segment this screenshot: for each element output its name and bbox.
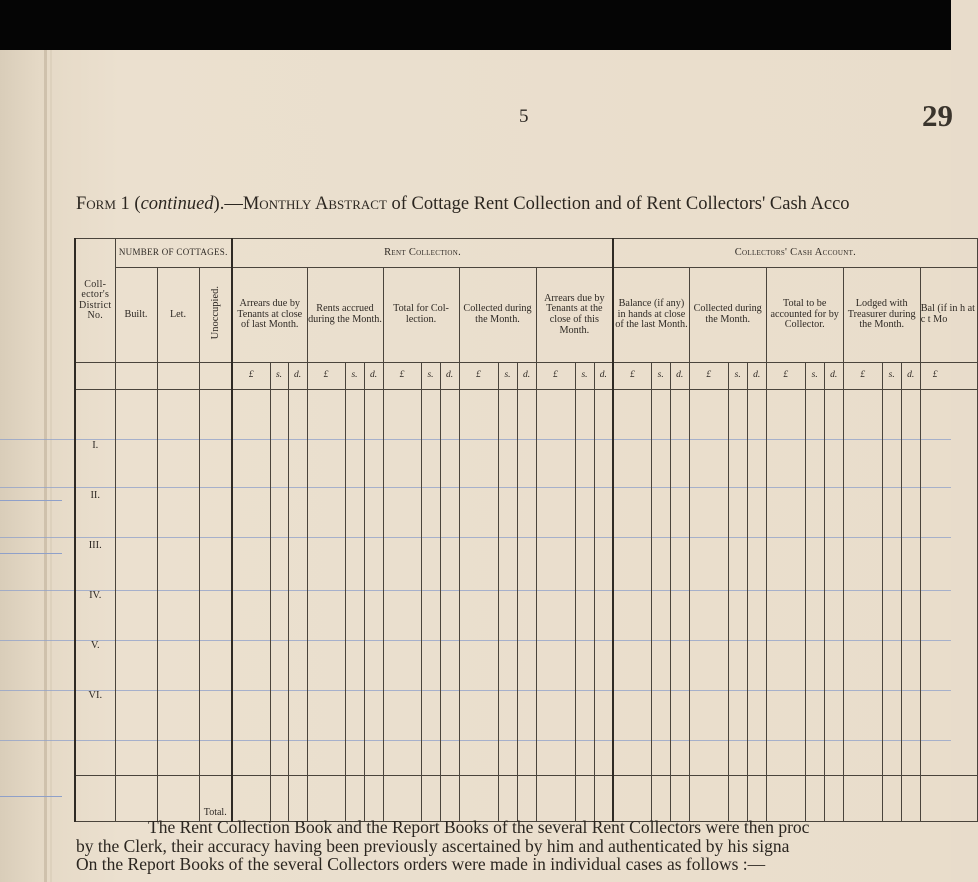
binding-spine [44, 50, 47, 882]
district-header: Coll- ector's District No. [75, 239, 115, 363]
rent-col-arrears-this: Arrears due by Tenants at the close of this Month. [536, 268, 613, 363]
pound-label: £ [383, 363, 421, 390]
pence-label: d. [288, 363, 307, 390]
pence-label: d. [670, 363, 689, 390]
cash-col-collected: Collected during the Month. [689, 268, 766, 363]
cash-col-total: Total to be accounted for by Collector. [766, 268, 843, 363]
district-iii: III. [88, 540, 102, 551]
pence-label: d. [517, 363, 536, 390]
form-title-italic: continued [140, 194, 214, 214]
district-vi: VI. [88, 690, 103, 701]
form-title [76, 194, 850, 215]
rent-col-accrued: Rents accrued during the Month. [307, 268, 383, 363]
form-title-abstract: Monthly Abstract [242, 194, 387, 214]
shilling-label: s. [805, 363, 824, 390]
district-v: V. [90, 640, 100, 651]
district-i: I. [92, 440, 99, 451]
built-header: Built. [115, 268, 157, 363]
district-rows [75, 390, 977, 776]
total-label: Total. [199, 776, 232, 822]
pence-label: d. [901, 363, 920, 390]
minutes-paragraph [76, 818, 976, 874]
form-title-dash: ).— [213, 194, 243, 214]
district-iv: IV. [89, 590, 102, 601]
unoccupied-label: Unoccupied. [209, 286, 221, 340]
currency-row [75, 363, 977, 390]
form-title-lead: Form 1 ( [76, 194, 141, 214]
cash-col-lodged: Lodged with Treasurer during the Month. [843, 268, 920, 363]
shilling-label: s. [575, 363, 594, 390]
top-dark-band [0, 0, 951, 50]
shilling-label: s. [882, 363, 901, 390]
pound-label: £ [459, 363, 498, 390]
pence-label: d. [747, 363, 766, 390]
cash-account-header: Collectors' Cash Account. [613, 239, 977, 268]
paragraph-line-1: The Rent Collection Book and the Report Books of the several Rent Collectors were then proc [148, 817, 810, 837]
pence-label: d. [364, 363, 383, 390]
page-number-right: 29 [922, 98, 953, 133]
cash-col-balance-close: Bal (if in h at c t Mo [920, 268, 977, 363]
binding-spine-shadow [50, 50, 52, 882]
form-title-tail: of Cottage Rent Collection and of Rent Collectors' Cash Acco [386, 194, 850, 214]
ruled-line [0, 796, 62, 797]
rent-col-collected: Collected during the Month. [459, 268, 536, 363]
district-list [75, 390, 115, 776]
abstract-table [74, 238, 978, 822]
rent-col-total: Total for Col- lection. [383, 268, 459, 363]
let-header: Let. [157, 268, 199, 363]
pound-label: £ [689, 363, 728, 390]
district-ii: II. [90, 490, 101, 501]
pound-label: £ [613, 363, 651, 390]
pence-label: d. [440, 363, 459, 390]
rent-collection-header: Rent Collection. [232, 239, 613, 268]
ruled-line [0, 500, 62, 501]
pound-label: £ [536, 363, 575, 390]
shilling-label: s. [270, 363, 288, 390]
shilling-label: s. [421, 363, 440, 390]
cottages-group-header: NUMBER OF COTTAGES. [115, 239, 232, 268]
shilling-label: s. [345, 363, 364, 390]
pound-label: £ [766, 363, 805, 390]
rent-col-arrears-last: Arrears due by Tenants at close of last Month. [232, 268, 307, 363]
pound-label: £ [307, 363, 345, 390]
paragraph-line-3: On the Report Books of the several Collectors orders were made in individual cases as follows :— [76, 854, 766, 874]
pound-label: £ [232, 363, 270, 390]
shilling-label: s. [498, 363, 517, 390]
shilling-label: s. [651, 363, 670, 390]
pound-label: £ [843, 363, 882, 390]
pound-label: £ [920, 363, 977, 390]
page-number-left: 5 [519, 106, 529, 127]
paragraph-line-2: by the Clerk, their accuracy having been previously ascertained by him and authenticated by his signa [76, 835, 790, 856]
ruled-line [0, 553, 62, 554]
pence-label: d. [824, 363, 843, 390]
total-row [75, 776, 977, 822]
shilling-label: s. [728, 363, 747, 390]
cash-col-balance: Balance (if any) in hands at close of the last Month. [613, 268, 689, 363]
unoccupied-header [199, 268, 232, 363]
pence-label: d. [594, 363, 613, 390]
